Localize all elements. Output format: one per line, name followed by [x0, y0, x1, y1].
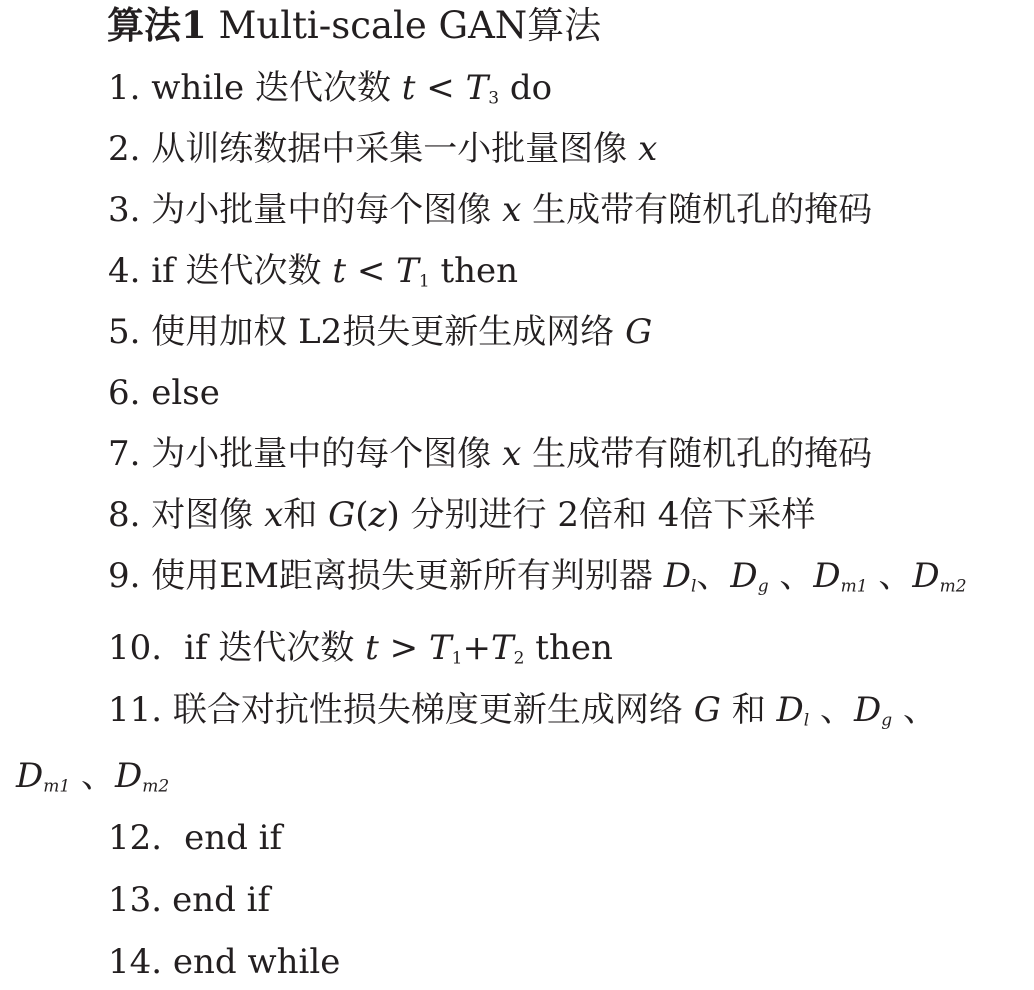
var-D: D [912, 556, 940, 596]
operator: < [356, 251, 386, 291]
line-text: 使用EM距离损失更新所有判别器 [151, 556, 653, 596]
var-G: G [625, 312, 653, 352]
line-number: 11. [108, 690, 163, 730]
line-number: 5. [108, 312, 141, 352]
var-D: D [813, 556, 841, 596]
line-text: while 迭代次数 [151, 68, 391, 108]
line-text: else [151, 373, 220, 413]
algorithm-line-4 [108, 249, 518, 293]
algorithm-line-6 [108, 371, 220, 415]
line-text: end if [184, 818, 283, 858]
algorithm-line-12 [108, 816, 282, 860]
subscript: g [881, 710, 893, 731]
line-text: 为小批量中的每个图像 [151, 434, 492, 474]
line-text: if 迭代次数 [184, 628, 355, 668]
algorithm-line-13 [108, 878, 270, 922]
separator: 、 [878, 556, 913, 596]
var-x: x [638, 129, 658, 169]
algorithm-line-2 [108, 127, 657, 171]
var-D: D [16, 756, 44, 796]
var-D: D [663, 556, 691, 596]
line-number: 1. [108, 68, 141, 108]
var-G: G [693, 690, 721, 730]
separator: 、 [902, 690, 937, 730]
var-D: D [730, 556, 758, 596]
line-number: 3. [108, 190, 141, 230]
line-text: end if [172, 880, 271, 920]
separator: 、 [820, 690, 855, 730]
algorithm-title-label: 算法1 [107, 3, 207, 47]
separator: 、 [696, 556, 731, 596]
algorithm-line-8: 8. 对图像 x和 G(z) 分别进行 2倍和 4倍下采样 [108, 495, 816, 535]
var-T: T [396, 251, 419, 291]
var-D: D [115, 756, 143, 796]
var-D: D [854, 690, 882, 730]
line-number: 2. [108, 129, 141, 169]
line-number: 14. [108, 942, 163, 982]
line-end: then [440, 251, 519, 291]
line-end: 生成带有随机孔的掩码 [532, 190, 873, 230]
line-mid: 和 [731, 690, 766, 730]
subscript: 1 [451, 648, 463, 669]
line-text: 联合对抗性损失梯度更新生成网络 [172, 690, 683, 730]
plus: + [462, 628, 491, 668]
var-x: x [264, 495, 284, 535]
separator: 、 [81, 756, 116, 796]
var-T: T [490, 628, 514, 668]
operator: < [426, 68, 455, 108]
subscript: 3 [488, 88, 500, 109]
separator: 、 [779, 556, 814, 596]
line-number: 12. [108, 818, 163, 858]
subscript: l [690, 576, 697, 597]
subscript: 1 [418, 271, 430, 292]
line-text: 使用加权 L2损失更新生成网络 [151, 312, 615, 352]
algorithm-line-14 [108, 940, 340, 984]
operator: > [389, 628, 419, 668]
var-x: x [502, 434, 522, 474]
var-x: x [502, 190, 522, 230]
algorithm-line-10 [108, 626, 613, 670]
var-t: t [332, 251, 347, 291]
algorithm-line-11-continuation [16, 754, 169, 798]
var-D: D [776, 690, 804, 730]
algorithm-line-5 [108, 310, 652, 354]
line-text: if 迭代次数 [151, 251, 322, 291]
subscript: g [757, 576, 769, 597]
line-end: do [509, 68, 553, 108]
subscript: l [803, 710, 810, 731]
subscript: 2 [513, 648, 525, 669]
line-number: 7. [108, 434, 141, 474]
line-number: 13. [108, 880, 163, 920]
line-number: 9. [108, 556, 141, 596]
line-text: end while [172, 942, 341, 982]
algorithm-line-9 [108, 554, 967, 598]
line-mid: 和 [283, 495, 318, 535]
algorithm-line-3 [108, 188, 872, 232]
line-number: 4. [108, 251, 141, 291]
var-T: T [465, 68, 489, 108]
line-number: 8. [108, 495, 141, 535]
line-text: 为小批量中的每个图像 [151, 190, 492, 230]
algorithm-title-name: Multi-scale GAN算法 [218, 4, 602, 47]
line-text: 从训练数据中采集一小批量图像 [151, 129, 628, 169]
line-text: 对图像 [151, 495, 254, 535]
line-end: then [535, 628, 613, 668]
var-T: T [428, 628, 452, 668]
algorithm-line-1 [108, 66, 552, 110]
algorithm-line-7 [108, 432, 872, 476]
line-end: 分别进行 2倍和 4倍下采样 [410, 495, 816, 535]
subscript: m1 [43, 776, 71, 797]
subscript: m2 [939, 576, 967, 597]
var-t: t [365, 628, 379, 668]
line-end: 生成带有随机孔的掩码 [532, 434, 873, 474]
var-z: z [368, 495, 387, 535]
algorithm-line-11 [108, 688, 937, 732]
subscript: m2 [142, 776, 170, 797]
subscript: m1 [840, 576, 868, 597]
algorithm-title [107, 0, 601, 50]
line-number: 10. [108, 628, 163, 668]
var-G: G [328, 495, 356, 535]
line-number: 6. [108, 373, 141, 413]
var-t: t [401, 68, 416, 108]
